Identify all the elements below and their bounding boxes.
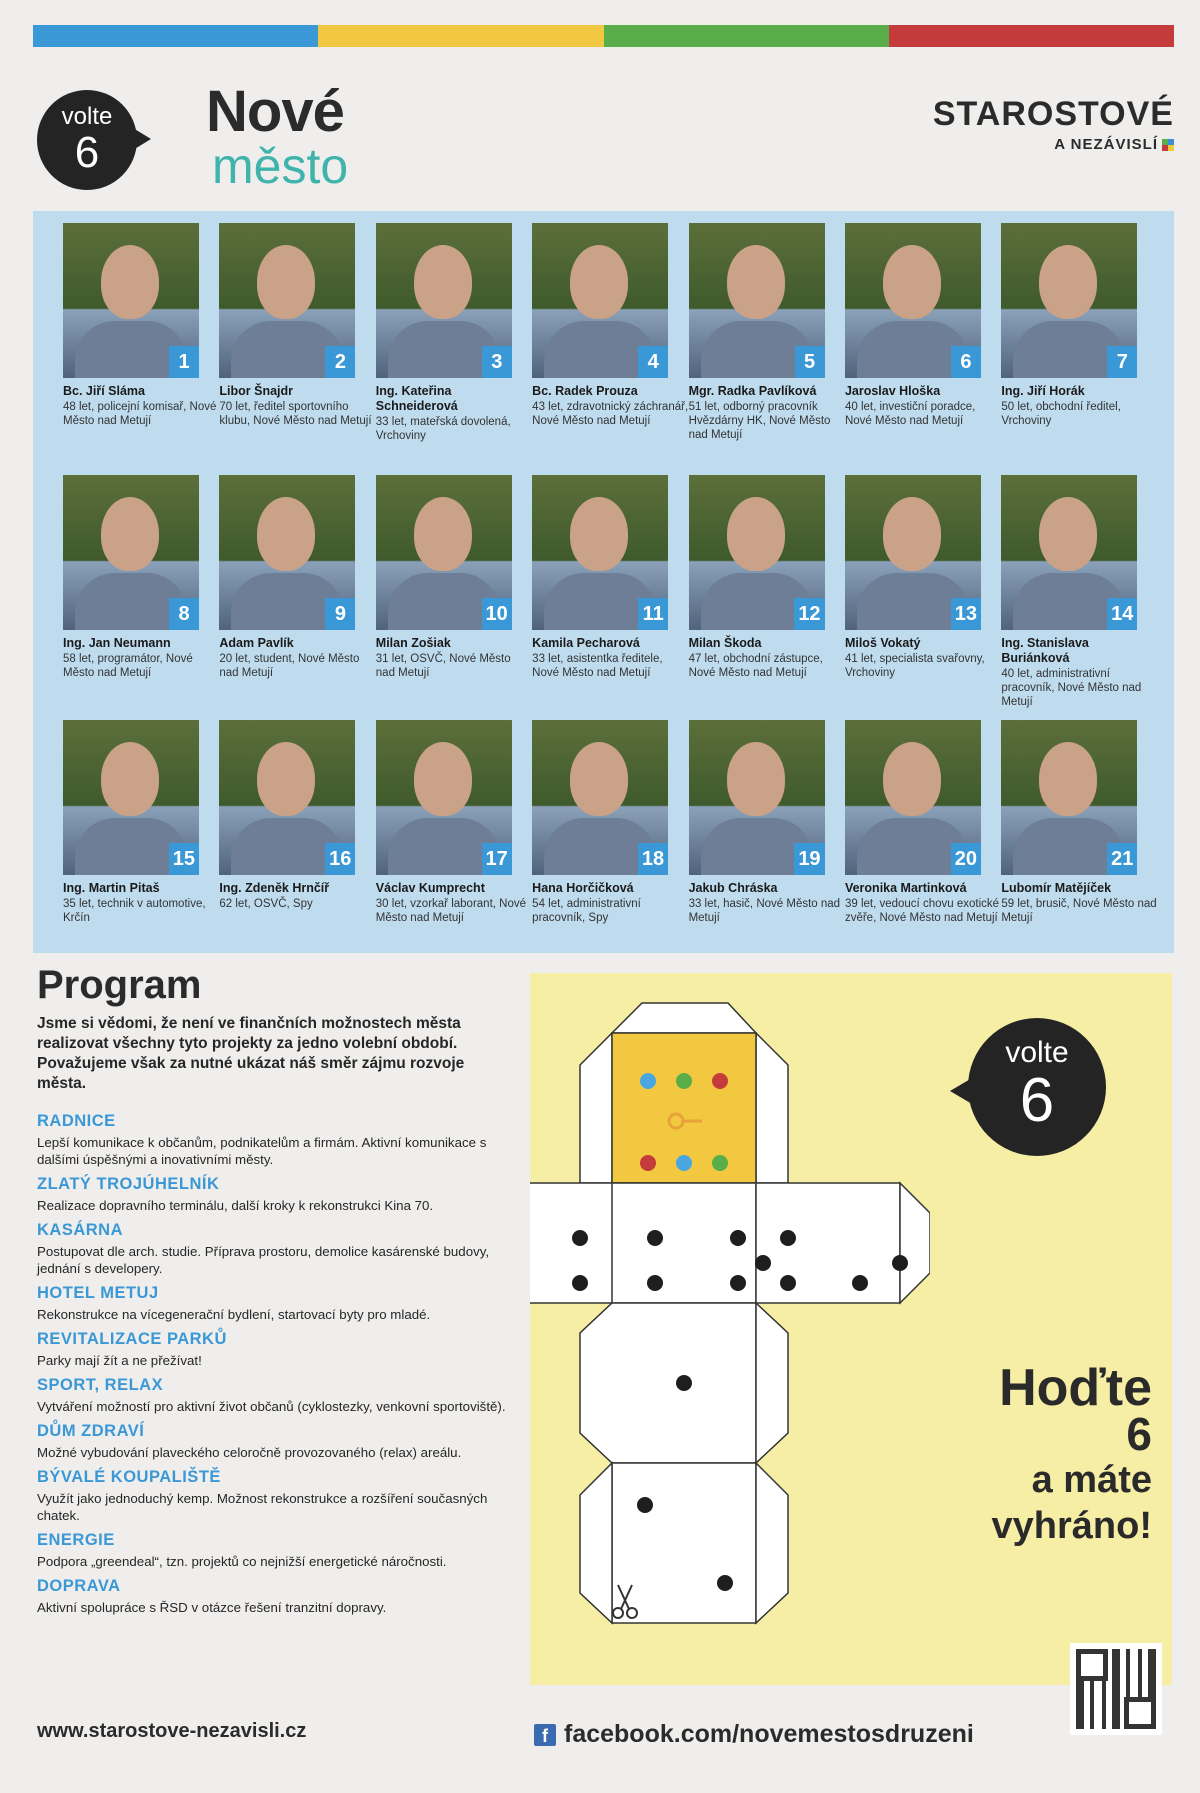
candidate-info: 35 let, technik v automotive, Krčín bbox=[63, 898, 206, 924]
candidate-number: 3 bbox=[482, 346, 512, 378]
candidate-info: 33 let, asistentka ředitele, Nové Město nad Metují bbox=[532, 653, 663, 679]
program-item-heading: REVITALIZACE PARKŮ bbox=[37, 1330, 227, 1348]
candidate-name: Veronika Martinková bbox=[844, 881, 967, 895]
candidate-card bbox=[845, 720, 1001, 965]
candidate-photo bbox=[845, 720, 981, 875]
program-item-text: Podpora „greendeal“, tzn. projektů co nejnižší energetické náročnosti. bbox=[37, 1554, 447, 1569]
candidate-name: Václav Kumprecht bbox=[375, 881, 485, 895]
candidate-info: 20 let, student, Nové Město nad Metují bbox=[219, 653, 360, 679]
candidate-number: 6 bbox=[951, 346, 981, 378]
candidate-info: 31 let, OSVČ, Nové Město nad Metují bbox=[375, 653, 511, 679]
candidate-card bbox=[63, 475, 219, 720]
candidate-number: 17 bbox=[482, 843, 512, 875]
logo-mesto: město bbox=[212, 138, 349, 194]
candidate-name: Ing. Zdeněk Hrnčíř bbox=[219, 881, 330, 895]
candidate-name: Ing. Stanislava Buriánková bbox=[1001, 636, 1089, 665]
program-item-heading: DŮM ZDRAVÍ bbox=[37, 1422, 145, 1440]
candidate-name: Libor Šnajdr bbox=[219, 384, 294, 398]
candidate-name: Bc. Jiří Sláma bbox=[63, 384, 145, 398]
candidate-number: 9 bbox=[325, 598, 355, 630]
qr-code[interactable] bbox=[1070, 1643, 1162, 1735]
candidate-name: Adam Pavlík bbox=[219, 636, 294, 650]
candidate-card bbox=[1001, 475, 1157, 720]
volte-6-badge-large bbox=[968, 1018, 1106, 1156]
party-logo bbox=[933, 95, 1174, 153]
candidate-name: Jaroslav Hloška bbox=[844, 384, 941, 398]
candidate-photo bbox=[63, 720, 199, 875]
candidate-info: 70 let, ředitel sportovního klubu, Nové Město nad Metují bbox=[219, 401, 372, 427]
candidate-photo bbox=[532, 475, 668, 630]
candidate-photo bbox=[219, 223, 355, 378]
candidate-name: Bc. Radek Prouza bbox=[532, 384, 638, 398]
candidate-info: 33 let, mateřská dovolená, Vrchoviny bbox=[375, 416, 511, 442]
slogan-line-2: 6 bbox=[1126, 1408, 1152, 1460]
slogan bbox=[882, 1359, 1152, 1549]
candidate-name: Ing. Martin Pitaš bbox=[63, 881, 160, 895]
candidate-card bbox=[1001, 223, 1157, 475]
candidate-number: 21 bbox=[1107, 843, 1137, 875]
candidate-card bbox=[1001, 720, 1157, 965]
candidate-photo bbox=[1001, 720, 1137, 875]
program-item bbox=[37, 1466, 517, 1524]
candidate-photo bbox=[376, 223, 512, 378]
candidate-card bbox=[63, 720, 219, 965]
candidate-info: 48 let, policejní komisař, Nové Město nad Metují bbox=[63, 401, 217, 427]
candidate-photo bbox=[1001, 475, 1137, 630]
candidate-card bbox=[532, 720, 688, 965]
candidate-card bbox=[376, 720, 532, 965]
candidate-number: 4 bbox=[638, 346, 668, 378]
candidate-info: 30 let, vzorkař laborant, Nové Město nad Metují bbox=[375, 898, 526, 924]
volte-word: volte bbox=[1005, 1036, 1069, 1069]
candidate-number: 11 bbox=[638, 598, 668, 630]
candidate-photo bbox=[63, 475, 199, 630]
candidate-photo bbox=[376, 720, 512, 875]
program-item bbox=[37, 1575, 517, 1616]
candidate-card bbox=[532, 475, 688, 720]
candidate-card bbox=[689, 223, 845, 475]
candidate-card bbox=[532, 223, 688, 475]
program-item bbox=[37, 1173, 517, 1214]
program-item-heading: ZLATÝ TROJÚHELNÍK bbox=[37, 1175, 220, 1193]
program-item-heading: SPORT, RELAX bbox=[37, 1376, 164, 1394]
program-item-text: Využít jako jednoduchý kemp. Možnost rekonstrukce a rozšíření současných chatek. bbox=[37, 1491, 488, 1523]
candidate-number: 10 bbox=[482, 598, 512, 630]
program-item bbox=[37, 1219, 517, 1277]
color-stripe bbox=[33, 25, 1174, 47]
party-subtitle: A NEZÁVISLÍ bbox=[933, 136, 1174, 153]
candidate-name: Milan Zošiak bbox=[375, 636, 451, 650]
party-logo-icon bbox=[1162, 139, 1174, 151]
candidate-number: 19 bbox=[794, 843, 824, 875]
candidate-photo bbox=[532, 223, 668, 378]
program-item-text: Lepší komunikace k občanům, podnikatelům a firmám. Aktivní komunikace s dalšími úspěšnými a inovativními městy. bbox=[37, 1135, 487, 1167]
program-list bbox=[37, 1110, 517, 1621]
candidate-list bbox=[33, 211, 1174, 953]
candidate-number: 13 bbox=[951, 598, 981, 630]
candidate-photo bbox=[845, 223, 981, 378]
program-item bbox=[37, 1529, 517, 1570]
candidate-info: 39 let, vedoucí chovu exotické zvěře, Nové Město nad Metují bbox=[844, 898, 1000, 924]
candidate-name: Jakub Chráska bbox=[688, 881, 778, 895]
facebook-url: facebook.com/novemestosdruzeni bbox=[564, 1720, 974, 1748]
candidate-card bbox=[219, 720, 375, 965]
program-item-text: Postupovat dle arch. studie. Příprava prostoru, demolice kasárenské budovy, jednání s developery. bbox=[37, 1244, 490, 1276]
candidate-number: 14 bbox=[1107, 598, 1137, 630]
candidate-photo bbox=[219, 720, 355, 875]
candidate-number: 15 bbox=[169, 843, 199, 875]
candidate-card bbox=[63, 223, 219, 475]
cut-out-dice bbox=[530, 973, 930, 1685]
candidate-name: Ing. Jan Neumann bbox=[63, 636, 171, 650]
candidate-card bbox=[689, 720, 845, 965]
party-name: STAROSTOVÉ bbox=[932, 95, 1174, 133]
candidate-photo bbox=[689, 475, 825, 630]
candidate-number: 8 bbox=[169, 598, 199, 630]
program-item-heading: HOTEL METUJ bbox=[37, 1284, 159, 1302]
candidate-name: Miloš Vokatý bbox=[844, 636, 921, 650]
candidate-number: 7 bbox=[1107, 346, 1137, 378]
candidate-info: 51 let, odborný pracovník Hvězdárny HK, Nové Město nad Metují bbox=[688, 401, 831, 441]
candidate-photo bbox=[376, 475, 512, 630]
program-item-text: Realizace dopravního terminálu, další kroky k rekonstrukci Kina 70. bbox=[37, 1198, 434, 1213]
candidate-info: 50 let, obchodní ředitel, Vrchoviny bbox=[1001, 401, 1121, 427]
candidate-name: Ing. Kateřina Schneiderová bbox=[375, 384, 458, 413]
program-item-heading: RADNICE bbox=[37, 1112, 116, 1130]
candidate-info: 59 let, brusič, Nové Město nad Metují bbox=[1001, 898, 1157, 924]
candidate-card bbox=[376, 223, 532, 475]
candidate-name: Hana Horčičková bbox=[532, 881, 634, 895]
program-intro: Jsme si vědomi, že není ve finančních možnostech města realizovat všechny tyto projekty za jedno volební období. Považujeme však za nutné ukázat náš směr zájmu rozvoje města. bbox=[37, 1015, 465, 1092]
candidate-number: 18 bbox=[638, 843, 668, 875]
candidate-card bbox=[219, 475, 375, 720]
candidate-name: Mgr. Radka Pavlíková bbox=[688, 384, 817, 398]
candidate-info: 58 let, programátor, Nové Město nad Metují bbox=[63, 653, 193, 679]
candidate-photo bbox=[689, 720, 825, 875]
candidate-number: 16 bbox=[325, 843, 355, 875]
volte-number: 6 bbox=[1019, 1066, 1055, 1135]
candidate-card bbox=[689, 475, 845, 720]
program-item-text: Rekonstrukce na vícegenerační bydlení, startovací byty pro mladé. bbox=[37, 1307, 431, 1322]
candidate-name: Ing. Jiří Horák bbox=[1001, 384, 1085, 398]
program-item-heading: ENERGIE bbox=[37, 1531, 115, 1549]
volte-6-badge bbox=[37, 90, 137, 190]
program-item-text: Parky mají žít a ne přežívat! bbox=[37, 1353, 202, 1368]
candidate-info: 54 let, administrativní pracovník, Spy bbox=[532, 898, 641, 924]
program-item bbox=[37, 1110, 517, 1168]
candidate-info: 41 let, specialista svařovny, Vrchoviny bbox=[844, 653, 985, 679]
candidate-name: Milan Škoda bbox=[688, 636, 762, 650]
program-title: Program bbox=[37, 963, 202, 1007]
volte-word: volte bbox=[61, 103, 113, 130]
candidate-number: 12 bbox=[794, 598, 824, 630]
candidate-photo bbox=[1001, 223, 1137, 378]
candidate-info: 33 let, hasič, Nové Město nad Metují bbox=[688, 898, 841, 924]
candidate-info: 62 let, OSVČ, Spy bbox=[219, 898, 313, 910]
candidate-name: Lubomír Matějíček bbox=[1001, 881, 1112, 895]
scissors-icon bbox=[610, 1581, 640, 1621]
logo-nove: Nové bbox=[206, 79, 344, 144]
program-item-heading: BÝVALÉ KOUPALIŠTĚ bbox=[37, 1468, 221, 1486]
candidate-number: 20 bbox=[951, 843, 981, 875]
program-item bbox=[37, 1374, 517, 1415]
candidate-info: 40 let, administrativní pracovník, Nové Město nad Metují bbox=[1001, 668, 1142, 708]
program-item-heading: KASÁRNA bbox=[37, 1221, 123, 1239]
slogan-line-4: vyhráno! bbox=[991, 1505, 1152, 1547]
program-item-text: Aktivní spolupráce s ŘSD v otázce řešení tranzitní dopravy. bbox=[37, 1600, 387, 1615]
candidate-number: 1 bbox=[169, 346, 199, 378]
program-item-heading: DOPRAVA bbox=[37, 1577, 121, 1595]
candidate-name: Kamila Pecharová bbox=[532, 636, 640, 650]
facebook-icon: f bbox=[534, 1724, 556, 1746]
website-link[interactable]: www.starostove-nezavisli.cz bbox=[37, 1720, 307, 1742]
slogan-line-1: Hoďte bbox=[999, 1359, 1152, 1417]
program-item bbox=[37, 1420, 517, 1461]
candidate-card bbox=[845, 475, 1001, 720]
volte-number: 6 bbox=[74, 128, 100, 177]
candidate-photo bbox=[689, 223, 825, 378]
candidate-card bbox=[845, 223, 1001, 475]
candidate-photo bbox=[63, 223, 199, 378]
candidate-number: 5 bbox=[795, 346, 825, 378]
program-item bbox=[37, 1282, 517, 1323]
candidate-info: 40 let, investiční poradce, Nové Město nad Metují bbox=[844, 401, 976, 427]
candidate-photo bbox=[845, 475, 981, 630]
candidate-number: 2 bbox=[325, 346, 355, 378]
candidate-card bbox=[219, 223, 375, 475]
program-item-text: Vytváření možností pro aktivní život občanů (cyklostezky, venkovní sportoviště). bbox=[37, 1399, 506, 1414]
candidate-card bbox=[376, 475, 532, 720]
program-item bbox=[37, 1328, 517, 1369]
program-item-text: Možné vybudování plaveckého celoročně provozovaného (relax) areálu. bbox=[37, 1445, 462, 1460]
dice-ad-panel bbox=[530, 973, 1172, 1685]
slogan-line-3: a máte bbox=[1031, 1459, 1152, 1501]
candidate-photo bbox=[219, 475, 355, 630]
candidate-info: 47 let, obchodní zástupce, Nové Město nad Metují bbox=[688, 653, 823, 679]
candidate-photo bbox=[532, 720, 668, 875]
facebook-link[interactable] bbox=[534, 1720, 974, 1749]
candidate-info: 43 let, zdravotnický záchranář, Nové Město nad Metují bbox=[532, 401, 689, 427]
